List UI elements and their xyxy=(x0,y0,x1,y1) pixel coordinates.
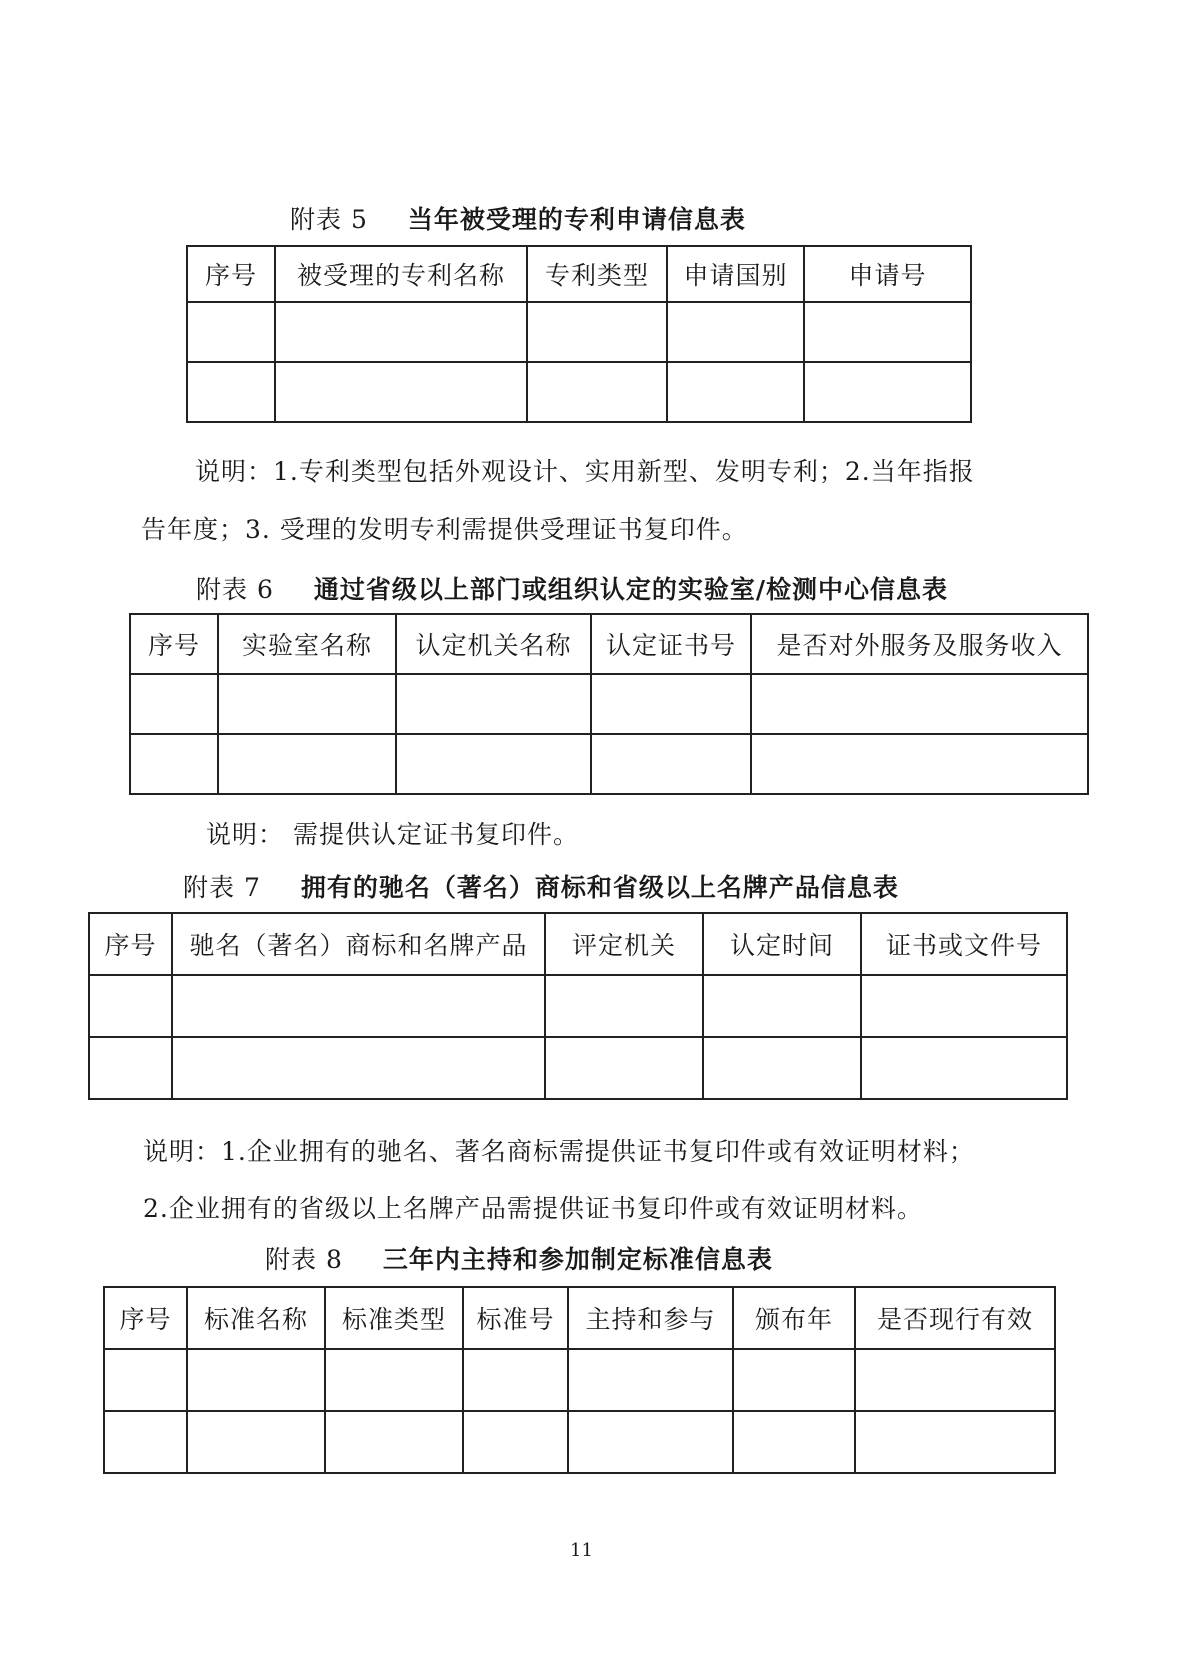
table6-label: 附表 6 xyxy=(196,575,274,604)
table8-header-cell: 颁布年 xyxy=(733,1287,855,1349)
table8-cell[interactable] xyxy=(733,1411,855,1473)
table8-cell[interactable] xyxy=(104,1349,187,1411)
table8-row xyxy=(104,1349,1055,1411)
page-number: 11 xyxy=(570,1540,593,1561)
table6-note: 说明： 需提供认定证书复印件。 xyxy=(206,820,579,849)
table6-header-cell: 实验室名称 xyxy=(218,614,396,674)
table7-header-row xyxy=(89,913,1067,975)
table7-cell[interactable] xyxy=(545,975,703,1037)
table6-header-cell: 认定机关名称 xyxy=(396,614,591,674)
table8-header-cell: 是否现行有效 xyxy=(855,1287,1055,1349)
table7-title: 拥有的驰名（著名）商标和省级以上名牌产品信息表 xyxy=(300,873,899,902)
table5-cell[interactable] xyxy=(527,362,667,422)
table5-header-row xyxy=(187,246,971,302)
table5-cell[interactable] xyxy=(527,302,667,362)
table7-header-cell: 驰名（著名）商标和名牌产品 xyxy=(172,913,545,975)
table7-cell[interactable] xyxy=(861,975,1067,1037)
table6-cell[interactable] xyxy=(751,734,1088,794)
table8-cell[interactable] xyxy=(104,1411,187,1473)
table6-header-cell: 是否对外服务及服务收入 xyxy=(751,614,1088,674)
table5-note-line1: 说明：1.专利类型包括外观设计、实用新型、发明专利；2.当年指报 xyxy=(195,457,975,486)
table8-cell[interactable] xyxy=(855,1411,1055,1473)
table5-header-cell: 序号 xyxy=(187,246,275,302)
table7-cell[interactable] xyxy=(89,975,172,1037)
table8-cell[interactable] xyxy=(325,1349,463,1411)
table8-label: 附表 8 xyxy=(265,1245,343,1274)
table8-cell[interactable] xyxy=(187,1411,325,1473)
table8-cell[interactable] xyxy=(733,1349,855,1411)
table6-cell[interactable] xyxy=(396,734,591,794)
table8-cell[interactable] xyxy=(855,1349,1055,1411)
table6-caption xyxy=(196,570,948,606)
table8-header-cell: 标准名称 xyxy=(187,1287,325,1349)
table7-cell[interactable] xyxy=(172,975,545,1037)
table8 xyxy=(103,1286,1056,1474)
table7-caption xyxy=(183,868,899,904)
table5-header-cell: 申请号 xyxy=(804,246,971,302)
table5-row xyxy=(187,362,971,422)
table8-header-cell: 主持和参与 xyxy=(568,1287,733,1349)
table5-cell[interactable] xyxy=(187,362,275,422)
table8-header-cell: 标准类型 xyxy=(325,1287,463,1349)
table8-caption xyxy=(265,1240,773,1276)
table6-header-cell: 序号 xyxy=(130,614,218,674)
table6-cell[interactable] xyxy=(130,734,218,794)
table7-cell[interactable] xyxy=(703,975,861,1037)
table6-title: 通过省级以上部门或组织认定的实验室/检测中心信息表 xyxy=(313,575,948,604)
table6-cell[interactable] xyxy=(396,674,591,734)
table5-header-cell: 专利类型 xyxy=(527,246,667,302)
table5-note-line2: 告年度；3. 受理的发明专利需提供受理证书复印件。 xyxy=(141,515,748,544)
table8-row xyxy=(104,1411,1055,1473)
table5-row xyxy=(187,302,971,362)
table7-cell[interactable] xyxy=(861,1037,1067,1099)
table8-header-cell: 序号 xyxy=(104,1287,187,1349)
table6-row xyxy=(130,674,1088,734)
table7-cell[interactable] xyxy=(703,1037,861,1099)
table5-label: 附表 5 xyxy=(290,205,368,234)
table7-header-cell: 证书或文件号 xyxy=(861,913,1067,975)
table5-caption xyxy=(290,200,746,236)
table5-cell[interactable] xyxy=(667,302,804,362)
table5-cell[interactable] xyxy=(804,302,971,362)
table5-header-cell: 被受理的专利名称 xyxy=(275,246,527,302)
table7-note-line2: 2.企业拥有的省级以上名牌产品需提供证书复印件或有效证明材料。 xyxy=(143,1194,923,1223)
table7-cell[interactable] xyxy=(89,1037,172,1099)
table5-cell[interactable] xyxy=(275,302,527,362)
table6-header-row xyxy=(130,614,1088,674)
table8-header-cell: 标准号 xyxy=(463,1287,568,1349)
table8-cell[interactable] xyxy=(463,1411,568,1473)
table7-label: 附表 7 xyxy=(183,873,261,902)
table8-title: 三年内主持和参加制定标准信息表 xyxy=(382,1245,773,1274)
table7-row xyxy=(89,975,1067,1037)
table8-cell[interactable] xyxy=(568,1411,733,1473)
table7 xyxy=(88,912,1068,1100)
table5-cell[interactable] xyxy=(187,302,275,362)
table7-cell[interactable] xyxy=(545,1037,703,1099)
table7-header-cell: 认定时间 xyxy=(703,913,861,975)
table6-cell[interactable] xyxy=(218,674,396,734)
table7-note-line1: 说明：1.企业拥有的驰名、著名商标需提供证书复印件或有效证明材料； xyxy=(143,1137,975,1166)
table7-cell[interactable] xyxy=(172,1037,545,1099)
table6-cell[interactable] xyxy=(591,674,751,734)
table8-header-row xyxy=(104,1287,1055,1349)
table6-row xyxy=(130,734,1088,794)
table6-cell[interactable] xyxy=(751,674,1088,734)
table5-header-cell: 申请国别 xyxy=(667,246,804,302)
table5 xyxy=(186,245,972,423)
table5-cell[interactable] xyxy=(275,362,527,422)
table6-cell[interactable] xyxy=(218,734,396,794)
table6-header-cell: 认定证书号 xyxy=(591,614,751,674)
table6-cell[interactable] xyxy=(591,734,751,794)
table7-header-cell: 序号 xyxy=(89,913,172,975)
table8-cell[interactable] xyxy=(568,1349,733,1411)
table5-title: 当年被受理的专利申请信息表 xyxy=(407,205,746,234)
table8-cell[interactable] xyxy=(187,1349,325,1411)
table6-cell[interactable] xyxy=(130,674,218,734)
table8-cell[interactable] xyxy=(325,1411,463,1473)
table6 xyxy=(129,613,1089,795)
table7-row xyxy=(89,1037,1067,1099)
table7-header-cell: 评定机关 xyxy=(545,913,703,975)
table8-cell[interactable] xyxy=(463,1349,568,1411)
table5-cell[interactable] xyxy=(804,362,971,422)
table5-cell[interactable] xyxy=(667,362,804,422)
